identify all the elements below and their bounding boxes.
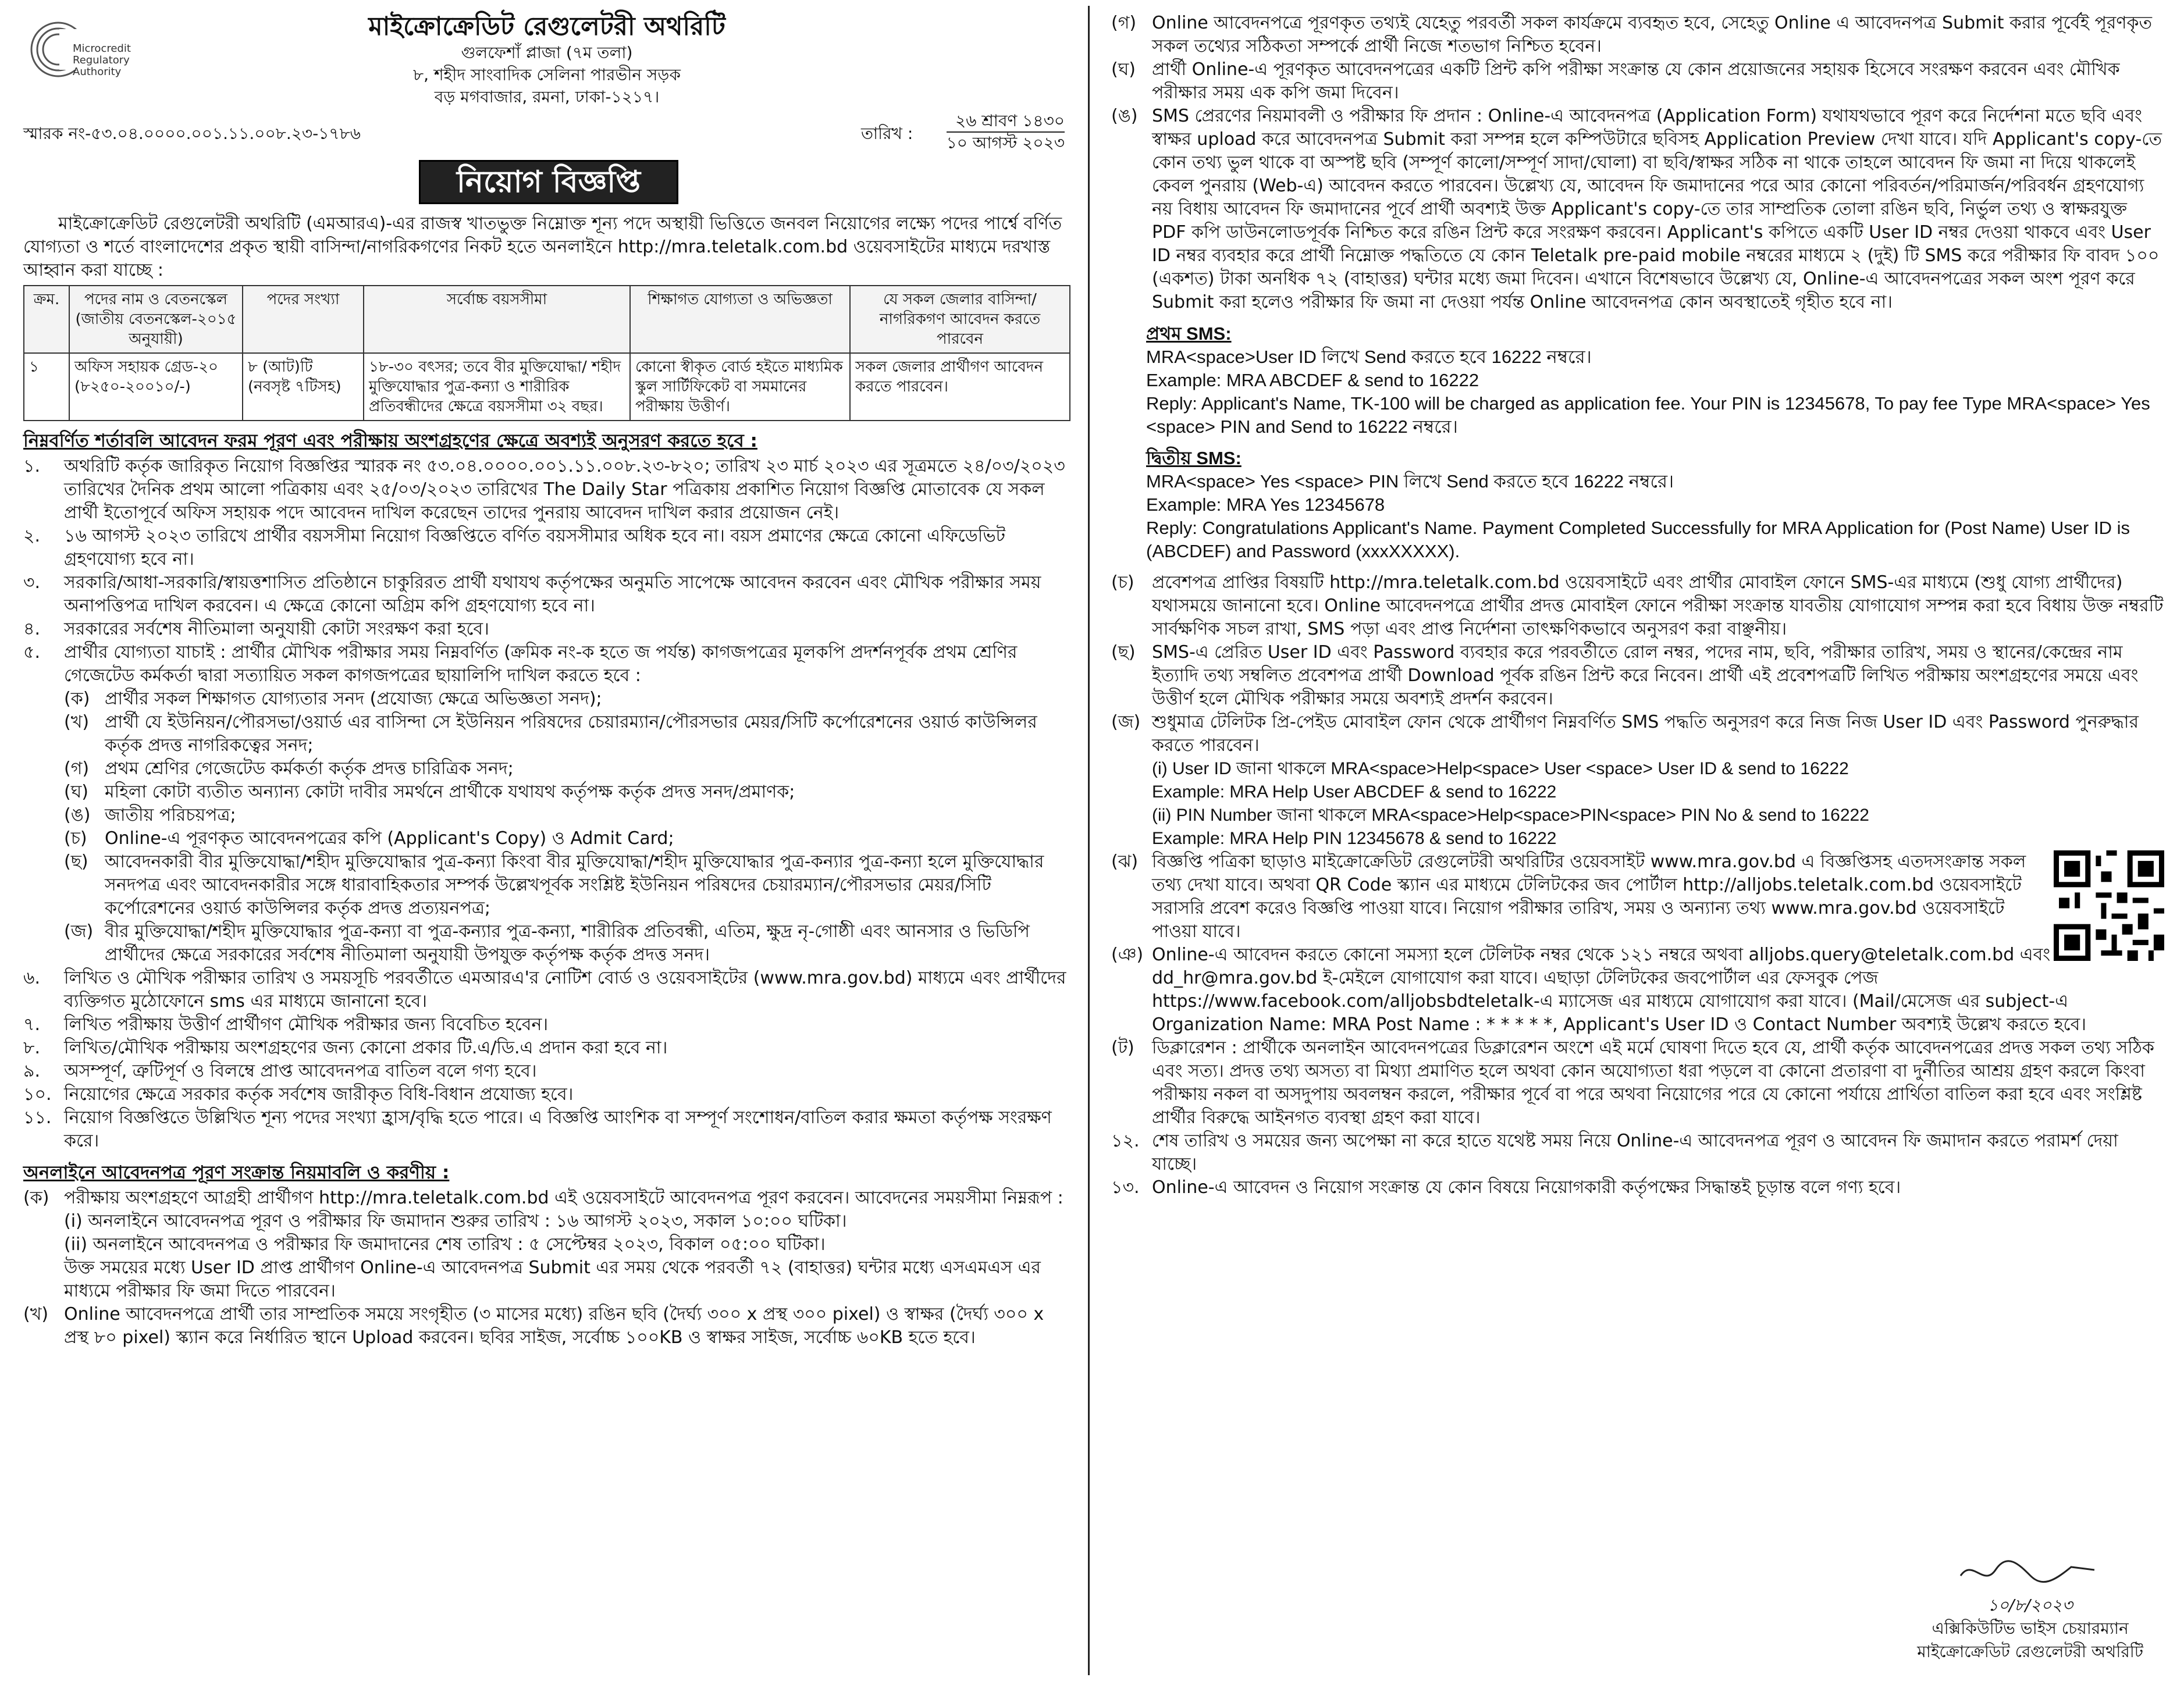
- item-text: [1152, 711, 2164, 850]
- list-item: [1111, 711, 2164, 850]
- item-label: (ঘ): [1111, 59, 1136, 80]
- table-header-cell: পদের নাম ও বেতনস্কেল (জাতীয় বেতনস্কেল-২০১৫ অনুযায়ী): [69, 286, 243, 353]
- item-label: (চ): [64, 828, 87, 849]
- org-name: মাইক্রোক্রেডিট রেগুলেটরী অথরিটি: [368, 12, 725, 41]
- item-label: ১২.: [1111, 1131, 1140, 1151]
- list-item: [1111, 58, 2164, 105]
- item-label: (খ): [23, 1304, 49, 1324]
- list-item: [23, 781, 1070, 804]
- table-header-cell: ক্রম.: [24, 286, 69, 353]
- sms-line: Reply: Applicant's Name, TK-100 will be charged as application fee. Your PIN is 12345678, To pay fee Type MRA<space> Yes <space> PIN and Send to 16222 নম্বরে।: [1146, 393, 2150, 437]
- item-text: Online-এ পূরণকৃত আবেদনপত্রের কপি (Applicant's Copy) ও Admit Card;: [105, 828, 674, 849]
- date-block: [947, 111, 1065, 154]
- table-cell: অফিস সহায়ক গ্রেড-২০ (৮২৫০-২০০১০/-): [69, 353, 243, 421]
- item-text: প্রবেশপত্র প্রাপ্তির বিষয়টি http://mra.teletalk.com.bd ওয়েবসাইটে এবং প্রার্থীর মোবাইল ফোনে SMS-এর মাধ্যমে (শুধু যোগ্য প্রার্থীদের) যথাসময়ে জানানো হবে। Online আবেদনপত্রে প্রার্থীর প্রদত্ত মোবাইল ফোনে পরীক্ষা সংক্রান্ত যাবতীয় যোগাযোগ সম্পন্ন করা হবে বিধায় উক্ত নম্বরটি সার্বক্ষণিক সচল রাখা, SMS পড়া এবং প্রাপ্ত নির্দেশনা তাৎক্ষণিকভাবে অনুসরণ করা বাঞ্ছনীয়।: [1152, 572, 2164, 639]
- item-text: সরকারি/আধা-সরকারি/স্বায়ত্তশাসিত প্রতিষ্ঠানে চাকুরিরত প্রার্থী যথাযথ কর্তৃপক্ষের অনুমতি সাপেক্ষে আবেদন করবেন এবং মৌখিক পরীক্ষার সময় অনাপত্তিপত্র দাখিল করবেন। এ ক্ষেত্রে কোনো অগ্রিম কপি গ্রহণযোগ্য হবে না।: [64, 572, 1041, 616]
- spacer: [23, 1256, 64, 1303]
- list-item: [23, 525, 1070, 571]
- item-text: নিয়োগ বিজ্ঞপ্তিতে উল্লিখিত শূন্য পদের সংখ্যা হ্রাস/বৃদ্ধি হতে পারে। এ বিজ্ঞপ্তি আংশিক বা সম্পূর্ণ সংশোধন/বাতিল করার ক্ষমতা কর্তৃপক্ষ সংরক্ষণ করে।: [64, 1107, 1052, 1151]
- table-cell: কোনো স্বীকৃত বোর্ড হইতে মাধ্যমিক স্কুল সার্টিফিকেট বা সমমানের পরীক্ষায় উত্তীর্ণ।: [630, 353, 850, 421]
- item-label: (গ): [64, 758, 90, 779]
- item-label: ৫.: [23, 642, 41, 663]
- item-text: শুধুমাত্র টেলিটক প্রি-পেইড মোবাইল ফোন থেকে প্রার্থীগণ নিম্নবর্ণিত SMS পদ্ধতি অনুসরণ করে নিজ নিজ User ID এবং Password পুনরুদ্ধার করতে পারবেন।: [1152, 712, 2139, 756]
- list-item: [1111, 571, 2164, 641]
- item-text: প্রার্থীর যোগ্যতা যাচাই : প্রার্থীর মৌখিক পরীক্ষার সময় নিম্নবর্ণিত (ক্রমিক নং-ক হতে জ পর্যন্ত) কাগজপত্রের মূলকপি প্রদর্শনপূর্বক প্রথম শ্রেণির গেজেটেড কর্মকর্তা দ্বারা সত্যায়িত সকল কাগজপত্রের ছায়ালিপি দাখিল করতে হবে :: [64, 642, 1018, 686]
- item-text: বীর মুক্তিযোদ্ধা/শহীদ মুক্তিযোদ্ধার পুত্র-কন্যা বা পুত্র-কন্যার পুত্র-কন্যা, শারীরিক প্রতিবন্ধী, এতিম, ক্ষুদ্র নৃ-গোষ্ঠী এবং আনসার ও ভিডিপি প্রার্থীদের ক্ষেত্রে সরকারের সর্বশেষ নীতিমালা অনুযায়ী উপযুক্ত কর্তৃপক্ষ কর্তৃক প্রদত্ত সনদ।: [105, 921, 1030, 965]
- mra-logo: [29, 17, 145, 105]
- list-item: [23, 1303, 1070, 1349]
- date-bangla: ২৬ শ্রাবণ ১৪৩০: [955, 111, 1065, 130]
- item-text: উক্ত সময়ের মধ্যে User ID প্রাপ্ত প্রার্থীগণ Online-এ আবেদনপত্র Submit এর সময় থেকে পরবর্তী ৭২ (বাহাত্তর) ঘন্টার মধ্যে এসএমএস এর মাধ্যমে পরীক্ষার ফি জমা দিতে পারবেন।: [64, 1258, 1041, 1301]
- item-label: (ঝ): [1111, 852, 1139, 872]
- signatory-org: মাইক্রোক্রেডিট রেগুলেটরী অথরিটি: [1917, 1642, 2143, 1661]
- item-text: Online আবেদনপত্রে প্রার্থী তার সাম্প্রতিক সময়ে সংগৃহীত (৩ মাসের মধ্যে) রঙিন ছবি (দৈর্ঘ্য ৩০০ x প্রস্থ ৩০০ pixel) ও স্বাক্ষর (দৈর্ঘ্য ৩০০ x প্রস্থ ৮০ pixel) স্ক্যান করে নির্ধারিত স্থানে Upload করবেন। ছবির সাইজ, সর্বোচ্চ ১০০KB ও স্বাক্ষর সাইজ, সর্বোচ্চ ৬০KB হতে হবে।: [64, 1304, 1044, 1348]
- list-item: [23, 827, 1070, 850]
- item-text: শেষ তারিখ ও সময়ের জন্য অপেক্ষা না করে হাতে যথেষ্ট সময় নিয়ে Online-এ আবেদনপত্র পূরণ ও আবেদন ফি জমাদান করতে পরামর্শ দেয়া যাচ্ছে।: [1152, 1131, 2118, 1174]
- date-label: তারিখ :: [861, 124, 913, 143]
- table-header-cell: সর্বোচ্চ বয়সসীমা: [364, 286, 630, 353]
- signature-block: [1917, 1552, 2143, 1664]
- item-label: ১৩.: [1111, 1177, 1140, 1198]
- list-item: [1111, 641, 2164, 711]
- list-item: [1111, 1130, 2164, 1176]
- item-label: ৪.: [23, 619, 41, 639]
- item-label: ১.: [23, 456, 41, 476]
- item-text: লিখিত পরীক্ষায় উত্তীর্ণ প্রার্থীগণ মৌখিক পরীক্ষার জন্য বিবেচিত হবেন।: [64, 1014, 549, 1035]
- item-label: ৭.: [23, 1014, 41, 1035]
- item-label: (জ): [64, 921, 94, 942]
- list-item: [23, 688, 1070, 711]
- memo-number: স্মারক নং-৫৩.০৪.০০০০.০০১.১১.০০৮.২৩-১৭৮৬: [23, 124, 361, 143]
- notice-title: নিয়োগ বিজ্ঞপ্তি: [419, 160, 678, 204]
- item-label: ১১.: [23, 1107, 52, 1128]
- signature-date: ১০/৮/২০২৩: [1987, 1595, 2073, 1615]
- documents-sublist: [23, 688, 1070, 967]
- list-item: [23, 1013, 1070, 1037]
- item-label: ৬.: [23, 968, 41, 988]
- item-label: (চ): [1111, 572, 1134, 593]
- logo-text-line: Authority: [73, 66, 122, 78]
- recovery-line: Example: MRA Help User ABCDEF & send to 16222: [1152, 782, 1557, 802]
- table-cell: সকল জেলার প্রার্থীগণ আবেদন করতে পারবেন।: [850, 353, 1070, 421]
- signatory-title: এক্সিকিউটিভ ভাইস চেয়ারম্যান: [1932, 1619, 2129, 1638]
- item-label: (ঘ): [64, 782, 88, 802]
- table-cell: ১৮-৩০ বৎসর; তবে বীর মুক্তিযোদ্ধা/ শহীদ মুক্তিযোদ্ধার পুত্র-কন্যা ও শারীরিক প্রতিবন্ধীদের ক্ষেত্রে বয়সসীমা ৩২ বছর।: [364, 353, 630, 421]
- right-column: [1111, 12, 2164, 1199]
- item-text: প্রার্থীর সকল শিক্ষাগত যোগ্যতার সনদ (প্রযোজ্য ক্ষেত্রে অভিজ্ঞতা সনদ);: [105, 689, 602, 709]
- item-text: Online-এ আবেদন ও নিয়োগ সংক্রান্ত যে কোন বিষয়ে নিয়োগকারী কর্তৃপক্ষের সিদ্ধান্তই চূড়ান্ত বলে গণ্য হবে।: [1152, 1177, 1901, 1198]
- conditions-heading: নিম্নবর্ণিত শর্তাবলি আবেদন ফরম পূরণ এবং পরীক্ষায় অংশগ্রহণের ক্ষেত্রে অবশ্যই অনুসরণ করতে হবে :: [23, 430, 757, 451]
- table-cell: ৮ (আট)টি (নবসৃষ্ট ৭টিসহ): [243, 353, 364, 421]
- sms-line: Example: MRA ABCDEF & send to 16222: [1146, 370, 1479, 390]
- date-english: ১০ আগস্ট ২০২৩: [947, 131, 1065, 154]
- item-label: (গ): [1111, 13, 1137, 33]
- list-item: [23, 804, 1070, 827]
- item-text: ডিক্লারেশন : প্রার্থীকে অনলাইন আবেদনপত্রের ডিক্লারেশন অংশে এই মর্মে ঘোষণা দিতে হবে যে, প্রার্থী কর্তৃক আবেদনপত্রের প্রদত্ত সকল তথ্য সঠিক এবং সত্য। প্রদত্ত তথ্য অসত্য বা মিথ্যা প্রমাণিত হলে অথবা কোন অযোগ্যতা ধরা পড়লে বা কোনো প্রতারণা বা দুর্নীতির আশ্রয় গ্রহণ করলে কিংবা পরীক্ষায় নকল বা অসদুপায় অবলম্বন করলে, পরীক্ষার পূর্বে বা পরে অথবা নিয়োগের পরে যে কোনো পর্যায়ে প্রার্থিতা বাতিল করা হবে এবং সংশ্লিষ্ট প্রার্থীর বিরুদ্ধে আইনগত ব্যবস্থা গ্রহণ করা যাবে।: [1152, 1038, 2154, 1128]
- list-item: [1111, 1037, 2164, 1130]
- table-header-cell: পদের সংখ্যা: [243, 286, 364, 353]
- item-label: ৮.: [23, 1038, 41, 1058]
- list-item: [23, 711, 1070, 757]
- table-cell: ১: [24, 353, 69, 421]
- item-text: অথরিটি কর্তৃক জারিকৃত নিয়োগ বিজ্ঞপ্তির স্মারক নং ৫৩.০৪.০০০০.০০১.১১.০০৮.২৩-৮২০; তারিখ ২৩ মার্চ ২০২৩ এর সূত্রমতে ২৪/০৩/২০২৩ তারিখের দৈনিক প্রথম আলো পত্রিকায় এবং ২৫/০৩/২০২৩ তারিখের The Daily Star পত্রিকায় প্রকাশিত নিয়োগ বিজ্ঞপ্তি মোতাবেক যে সকল প্রার্থী ইতোপূর্বে অফিস সহায়ক পদে আবেদন দাখিল করেছেন তাদের পুনরায় আবেদন দাখিল করার প্রয়োজন নেই।: [64, 456, 1065, 523]
- list-item: [1111, 943, 2164, 1037]
- logo-text-line: Microcredit: [73, 42, 131, 55]
- item-label: (ট): [1111, 1038, 1134, 1058]
- table-header-cell: যে সকল জেলার বাসিন্দা/নাগরিকগণ আবেদন করতে পারবেন: [850, 286, 1070, 353]
- list-item: [23, 1037, 1070, 1060]
- list-item: [23, 618, 1070, 641]
- left-column: [23, 12, 1070, 1349]
- list-item: [23, 967, 1070, 1013]
- item-label: (খ): [64, 712, 90, 732]
- list-item: [23, 920, 1070, 967]
- posts-table: [23, 285, 1070, 421]
- sms-first-block: [1111, 322, 2164, 439]
- address-line: বড় মগবাজার, রমনা, ঢাকা-১২১৭।: [434, 87, 660, 106]
- item-text: ১৬ আগস্ট ২০২৩ তারিখে প্রার্থীর বয়সসীমা নিয়োগ বিজ্ঞপ্তিতে বর্ণিত বয়সসীমার অধিক হবে না। বয়স প্রমাণের ক্ষেত্রে কোনো এফিডেভিট গ্রহণযোগ্য হবে না।: [64, 526, 1006, 569]
- item-text: জাতীয় পরিচয়পত্র;: [105, 805, 236, 825]
- recovery-line: (ii) PIN Number জানা থাকলে MRA<space>Help<space>PIN<space> PIN No & send to 16222: [1152, 806, 1869, 825]
- sms-first-heading: প্রথম SMS:: [1146, 323, 1232, 344]
- list-item: [23, 757, 1070, 781]
- sms-second-heading: দ্বিতীয় SMS:: [1146, 448, 1242, 468]
- item-label: ৩.: [23, 572, 41, 593]
- list-item: [23, 1256, 1070, 1303]
- table-header-row: [24, 286, 1070, 353]
- sms-line: Example: MRA Yes 12345678: [1146, 494, 1385, 515]
- item-text: প্রথম শ্রেণির গেজেটেড কর্মকর্তা কর্তৃক প্রদত্ত চারিত্রিক সনদ;: [105, 758, 514, 779]
- address-line: ৮, শহীদ সাংবাদিক সেলিনা পারভীন সড়ক: [412, 65, 681, 84]
- list-item: [23, 1083, 1070, 1106]
- item-label: (ক): [64, 689, 90, 709]
- logo-text: [73, 43, 131, 78]
- list-item: [23, 641, 1070, 688]
- item-text: পরীক্ষায় অংশগ্রহণে আগ্রহী প্রার্থীগণ http://mra.teletalk.com.bd এই ওয়েবসাইটে আবেদনপত্র পূরণ করবেন। আবেদনের সময়সীমা নিম্নরূপ :: [64, 1188, 1063, 1208]
- column-divider: [1088, 6, 1090, 1675]
- signature-icon: [1955, 1552, 2106, 1599]
- list-item: [23, 1060, 1070, 1083]
- list-item: [23, 1233, 1070, 1256]
- recovery-line: Example: MRA Help PIN 12345678 & send to 16222: [1152, 829, 1557, 848]
- item-text: প্রার্থী যে ইউনিয়ন/পৌরসভা/ওয়ার্ড এর বাসিন্দা সে ইউনিয়ন পরিষদের চেয়ারম্যান/পৌরসভার মেয়র/সিটি কর্পোরেশনের ওয়ার্ড কাউন্সিলর কর্তৃক প্রদত্ত নাগরিকত্বের সনদ;: [105, 712, 1037, 756]
- logo-text-line: Regulatory: [73, 54, 130, 66]
- item-label: ২.: [23, 526, 41, 546]
- list-item: [23, 1210, 1070, 1233]
- item-label: ১০.: [23, 1084, 52, 1105]
- list-item: [23, 455, 1070, 525]
- item-label: (ঞ): [1111, 945, 1144, 965]
- item-text: বিজ্ঞপ্তি পত্রিকা ছাড়াও মাইক্রোক্রেডিট রেগুলেটরী অথরিটির ওয়েবসাইট www.mra.gov.bd এ বিজ্ঞপ্তিসহ এতদসংক্রান্ত সকল তথ্য দেখা যাবে। অথবা QR Code স্ক্যান এর মাধ্যমে টেলিটকের জব পোর্টাল http://alljobs.teletalk.com.bd ওয়েবসাইটে সরাসরি প্রবেশ করেও বিজ্ঞপ্তি পাওয়া যাবে। নিয়োগ পরীক্ষার তারিখ, সময় ও অন্যান্য তথ্য www.mra.gov.bd ওয়েবসাইটে পাওয়া যাবে।: [1152, 852, 2026, 942]
- item-label: (ঙ): [1111, 106, 1138, 126]
- list-item: [23, 850, 1070, 920]
- sms-second-block: [1111, 447, 2164, 563]
- table-header-cell: শিক্ষাগত যোগ্যতা ও অভিজ্ঞতা: [630, 286, 850, 353]
- recovery-line: (i) User ID জানা থাকলে MRA<space>Help<space> User <space> User ID & send to 16222: [1152, 759, 1849, 778]
- item-text: SMS প্রেরণের নিয়মাবলী ও পরীক্ষার ফি প্রদান : Online-এ আবেদনপত্র (Application Form) যথাযথভাবে পূরণ করে নির্দেশনা মতে ছবি এবং স্বাক্ষর upload করে আবেদনপত্র Submit করা সম্পন্ন হলে কম্পিউটারে ছবিসহ Application Preview দেখা যাবে। যদি Applicant's copy-তে কোন তথ্য ভুল থাকে বা অস্পষ্ট ছবি (সম্পূর্ণ কালো/সম্পূর্ণ সাদা/ঘোলা) বা ছবি/স্বাক্ষর সঠিক না থাকে তাহলে আবেদন ফি জমা না দিয়ে থাকলেই কেবল পুনরায় (Web-এ) আবেদন করতে পারবেন। উল্লেখ্য যে, আবেদন ফি জমাদানের পরে আর কোনো পরিবর্তন/পরিমার্জন/পরিবর্ধন গ্রহণযোগ্য নয় বিধায় আবেদন ফি জমাদানের পূর্বে প্রার্থী অবশ্যই উক্ত Applicant's copy-তে তার সাম্প্রতিক তোলা রঙিন ছবি, নির্ভুল তথ্য ও স্বাক্ষরযুক্ত PDF কপি ডাউনলোডপূর্বক নিশ্চিত করে রঙিন প্রিন্ট করে সংরক্ষণ করবেন। Applicant's কপিতে একটি User ID নম্বর দেওয়া থাকবে এবং User ID নম্বর ব্যবহার করে প্রার্থী নিম্নোক্ত পদ্ধতিতে যে কোন Teletalk pre-paid mobile নম্বরের মাধ্যমে ২ (দুই) টি SMS করে পরীক্ষার ফি বাবদ ১০০ (একশত) টাকা অনধিক ৭২ (বাহাত্তর) ঘন্টার মধ্যে জমা দিবেন। এখানে বিশেষভাবে উল্লেখ্য যে, Online-এ আবেদনপত্রের সকল অংশ পূরণ করে Submit করা হলেও পরীক্ষার ফি জমা না দেওয়া পর্যন্ত Online আবেদনপত্র কোন অবস্থাতেই গৃহীত হবে না।: [1152, 106, 2162, 312]
- conditions-list-continued: [23, 967, 1070, 1153]
- sms-line: MRA<space> Yes <space> PIN লিখে Send করতে হবে 16222 নম্বরে।: [1146, 471, 1674, 492]
- list-item: [1111, 1176, 2164, 1199]
- item-label: (জ): [1111, 712, 1141, 732]
- item-text: Online-এ আবেদন করতে কোনো সমস্যা হলে টেলিটক নম্বর থেকে ১২১ নম্বরে অথবা alljobs.query@teletalk.com.bd এবং dd_hr@mra.gov.bd ই-মেইলে যোগাযোগ করা যাবে। এছাড়া টেলিটকের জবপোর্টাল এর ফেসবুক পেজ https://www.facebook.com/alljobsbdteletalk-এ ম্যাসেজ এর মাধ্যমে যোগাযোগ করা যাবে। (Mail/মেসেজ এর subject-এ Organization Name: MRA Post Name : * * * * *, Applicant's User ID ও Contact Number অবশ্যই উল্লেখ করতে হবে।: [1152, 945, 2087, 1035]
- conditions-list: [23, 455, 1070, 688]
- notice-header: [23, 12, 1070, 279]
- item-text: লিখিত/মৌখিক পরীক্ষায় অংশগ্রহণের জন্য কোনো প্রকার টি.এ/ডি.এ প্রদান করা হবে না।: [64, 1038, 668, 1058]
- item-text: আবেদনকারী বীর মুক্তিযোদ্ধা/শহীদ মুক্তিযোদ্ধার পুত্র-কন্যা কিংবা বীর মুক্তিযোদ্ধা/শহীদ মুক্তিযোদ্ধার পুত্র-কন্যার পুত্র-কন্যা হলে মুক্তিযোদ্ধার সনদপত্র এবং আবেদনকারীর সঙ্গে ধারাবাহিকতার সম্পর্ক উল্লেখপূর্বক সংশ্লিষ্ট ইউনিয়ন পরিষদের চেয়ারম্যান/পৌরসভার মেয়র/সিটি কর্পোরেশনের ওয়ার্ড কাউন্সিলর কর্তৃক প্রদত্ত প্রত্যয়নপত্র;: [105, 852, 1044, 918]
- item-text: Online আবেদনপত্রে পূরণকৃত তথ্যই যেহেতু পরবর্তী সকল কার্যক্রমে ব্যবহৃত হবে, সেহেতু Online এ আবেদনপত্র Submit করার পূর্বেই পূরণকৃত সকল তথ্যের সঠিকতা সম্পর্কে প্রার্থী নিজে শতভাগ নিশ্চিত হবেন।: [1152, 13, 2153, 56]
- item-text: মহিলা কোটা ব্যতীত অন্যান্য কোটা দাবীর সমর্থনে প্রার্থীকে যথাযথ কর্তৃপক্ষ কর্তৃক প্রদত্ত সনদ/প্রমাণক;: [105, 782, 795, 802]
- list-item: [1111, 12, 2164, 58]
- intro-paragraph: মাইক্রোক্রেডিট রেগুলেটরী অথরিটি (এমআরএ)-এর রাজস্ব খাতভুক্ত নিম্নোক্ত শূন্য পদে অস্থায়ী ভিত্তিতে জনবল নিয়োগের লক্ষ্যে পদের পার্শ্বে বর্ণিত যোগ্যতা ও শর্তে বাংলাদেশের প্রকৃত স্থায়ী বাসিন্দা/নাগরিকগণের নিকট হতে অনলাইনে http://mra.teletalk.com.bd ওয়েবসাইটের মাধ্যমে দরখাস্ত আহ্বান করা যাচ্ছে :: [23, 213, 1062, 280]
- address-line: গুলফেশাঁ প্লাজা (৭ম তলা): [461, 43, 633, 62]
- item-label: (ক): [23, 1188, 49, 1208]
- item-text: (i) অনলাইনে আবেদনপত্র পূরণ ও পরীক্ষার ফি জমাদান শুরুর তারিখ : ১৬ আগস্ট ২০২৩, সকাল ১০:০০ ঘটিকা।: [64, 1211, 847, 1231]
- sms-line: Reply: Congratulations Applicant's Name. Payment Completed Successfully for MRA Application for (Post Name) User ID is (ABCDEF) and Password (xxxXXXXX).: [1146, 518, 2130, 561]
- item-text: অসম্পূর্ণ, ত্রুটিপূর্ণ ও বিলম্বে প্রাপ্ত আবেদনপত্র বাতিল বলে গণ্য হবে।: [64, 1061, 537, 1081]
- list-item: [23, 1187, 1070, 1210]
- item-text: SMS-এ প্রেরিত User ID এবং Password ব্যবহার করে পরবর্তীতে রোল নম্বর, পদের নাম, ছবি, পরীক্ষার তারিখ, সময় ও স্থানের/কেন্দ্রের নাম ইত্যাদি তথ্য সম্বলিত প্রবেশপত্র প্রার্থী Download পূর্বক রঙিন প্রিন্ট করে নিবেন। প্রার্থী এই প্রবেশপত্রটি লিখিত পরীক্ষায় অংশগ্রহণের সময়ে এবং উত্তীর্ণ হলে মৌখিক পরীক্ষার সময়ে অবশ্যই প্রদর্শন করবেন।: [1152, 642, 2139, 709]
- list-item: [1111, 105, 2164, 314]
- item-text: নিয়োগের ক্ষেত্রে সরকার কর্তৃক সর্বশেষ জারীকৃত বিধি-বিধান প্রযোজ্য হবে।: [64, 1084, 574, 1105]
- item-text: লিখিত ও মৌখিক পরীক্ষার তারিখ ও সময়সূচি পরবর্তীতে এমআরএ'র নোটিশ বোর্ড ও ওয়েবসাইটের (www.mra.gov.bd) মাধ্যমে এবং প্রার্থীদের ব্যক্তিগত মুঠোফোনে sms এর মাধ্যমে জানানো হবে।: [64, 968, 1066, 1012]
- online-heading: অনলাইনে আবেদনপত্র পূরণ সংক্রান্ত নিয়মাবলি ও করণীয় :: [23, 1162, 450, 1183]
- item-text: প্রার্থী Online-এ পূরণকৃত আবেদনপত্রের একটি প্রিন্ট কপি পরীক্ষা সংক্রান্ত যে কোন প্রয়োজনের সহায়ক হিসেবে সংরক্ষণ করবেন এবং মৌখিক পরীক্ষার সময় এক কপি জমা দিবেন।: [1152, 59, 2120, 103]
- list-item: [23, 571, 1070, 618]
- table-row: [24, 353, 1070, 421]
- sms-line: MRA<space>User ID লিখে Send করতে হবে 16222 নম্বরে।: [1146, 347, 1592, 367]
- item-label: (ছ): [1111, 642, 1136, 663]
- item-label: (ঙ): [64, 805, 91, 825]
- list-item: [1111, 850, 2164, 943]
- list-item: [23, 1106, 1070, 1153]
- item-text: সরকারের সর্বশেষ নীতিমালা অনুযায়ী কোটা সংরক্ষণ করা হবে।: [64, 619, 489, 639]
- item-text: (ii) অনলাইনে আবেদনপত্র ও পরীক্ষার ফি জমাদানের শেষ তারিখ : ৫ সেপ্টেম্বর ২০২৩, বিকাল ০৫:০০ ঘটিকা।: [64, 1234, 826, 1255]
- qr-code-icon[interactable]: [2054, 850, 2164, 961]
- item-label: (ছ): [64, 852, 88, 872]
- item-label: ৯.: [23, 1061, 41, 1081]
